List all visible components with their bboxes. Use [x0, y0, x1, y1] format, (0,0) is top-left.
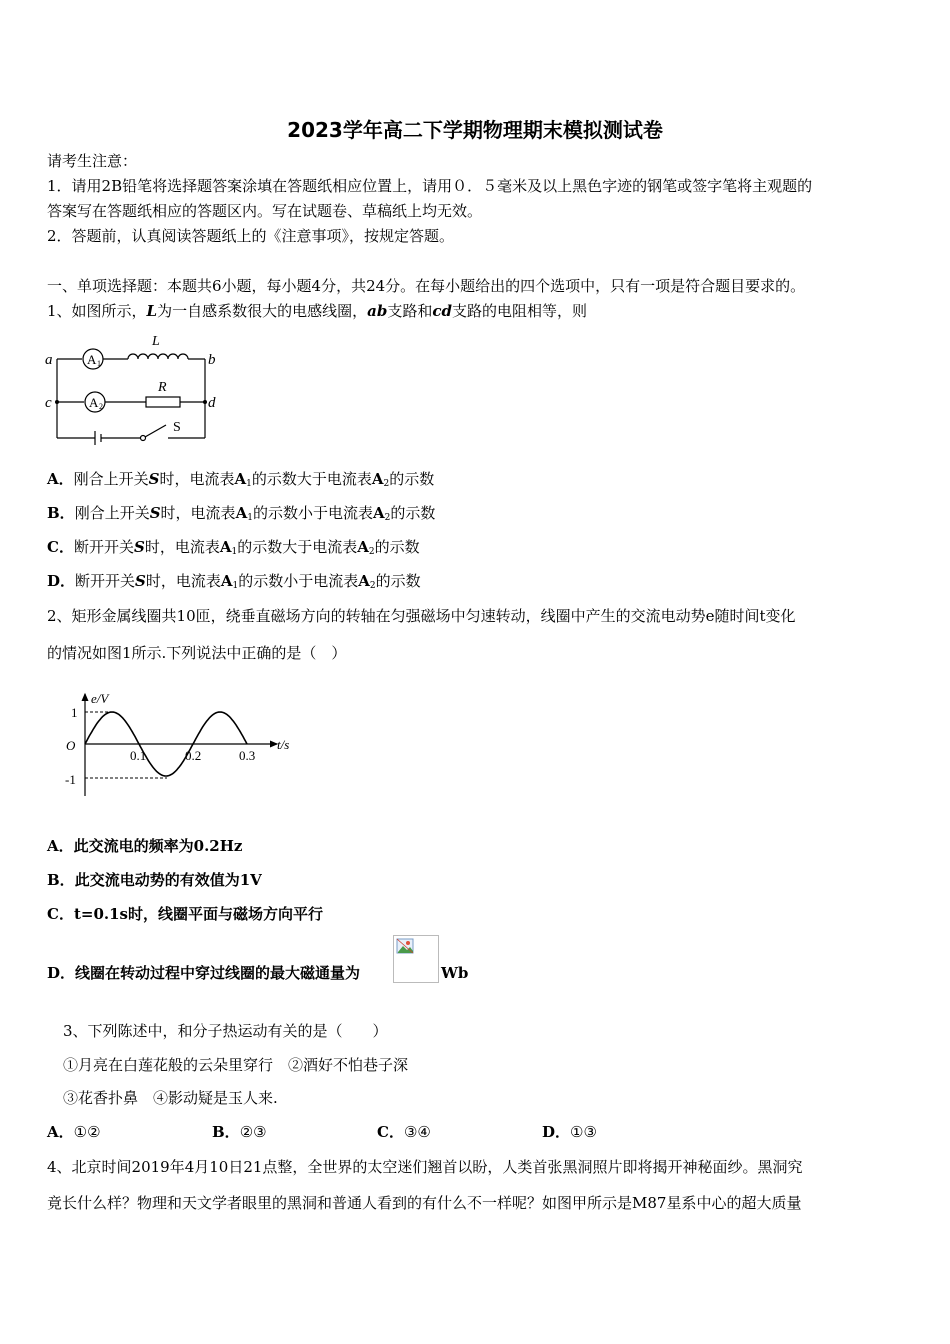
section-heading: 一、单项选择题：本题共6小题，每小题4分，共24分。在每小题给出的四个选项中，只有一项是符合题目要求的。 [47, 277, 806, 295]
option-text: 的示数 [375, 572, 421, 590]
option-meter-sub: 1 [231, 547, 238, 557]
notice-item-1a: 1．请用2B铅笔将选择题答案涂填在答题纸相应位置上，请用０．５毫米及以上黑色字迹的钢笔或签字笔将主观题的 [47, 177, 813, 195]
emf-time-graph [55, 688, 305, 800]
option-text: ①③ [570, 1123, 597, 1141]
option-text: 线圈在转动过程中穿过线圈的最大磁通量为 [75, 964, 361, 982]
option-text: 刚合上开关 [74, 504, 150, 522]
q1-option-c [47, 537, 420, 562]
x-axis-label: t/s [277, 737, 290, 752]
notice-item-1b: 答案写在答题纸相应的答题区内。写在试题卷、草稿纸上均无效。 [47, 202, 483, 220]
option-label: D． [47, 964, 76, 982]
q2-option-d-unit: Wb [441, 964, 469, 982]
q2-option-a [47, 836, 242, 856]
option-meter: A [357, 538, 369, 556]
q1-option-a [47, 469, 434, 494]
option-switch: S [148, 470, 160, 488]
q3-option-d [542, 1122, 597, 1142]
x-tick-label: 0.1 [130, 748, 147, 763]
option-label: B． [47, 504, 75, 522]
ammeter-a2-sub: 2 [99, 402, 103, 411]
option-meter-sub: 2 [383, 479, 390, 489]
option-text: 的示数 [389, 470, 435, 488]
option-text: 断开开关 [75, 572, 136, 590]
option-text: 的示数小于电流表 [252, 504, 373, 522]
option-label: A． [47, 1123, 74, 1141]
q3-option-b [212, 1122, 267, 1142]
q1-stem-text: 支路和 [387, 302, 433, 320]
option-label: C． [377, 1123, 404, 1141]
q2-option-b [47, 870, 262, 890]
node-b-label: b [208, 352, 216, 368]
option-meter: A [220, 572, 233, 590]
option-text: ③④ [403, 1123, 431, 1141]
option-text: 的示数大于电流表 [237, 538, 358, 556]
circuit-diagram [40, 328, 230, 448]
q1-stem-text: 支路的电阻相等，则 [451, 302, 587, 320]
origin-label: O [66, 738, 76, 753]
node-c-label: c [45, 395, 52, 411]
option-switch: S [149, 504, 161, 522]
q2-stem-line-1: 2、矩形金属线圈共10匝，绕垂直磁场方向的转轴在匀强磁场中匀速转动，线圈中产生的交流电动势e随时间t变化 [47, 607, 796, 625]
q2-option-d [47, 963, 360, 983]
q1-stem-ab: ab [367, 302, 388, 320]
q1-option-b [47, 503, 435, 528]
option-label: C． [47, 905, 74, 923]
option-text: ②③ [239, 1123, 267, 1141]
option-meter-sub: 2 [368, 547, 375, 557]
option-label: C． [47, 538, 74, 556]
option-text: 的示数小于电流表 [238, 572, 359, 590]
x-tick-label: 0.2 [185, 748, 202, 763]
option-switch: S [135, 572, 146, 590]
q3-option-a [47, 1122, 101, 1142]
q1-stem [47, 301, 587, 321]
q3-statements-1: ①月亮在白莲花般的云朵里穿行 ②酒好不怕巷子深 [63, 1056, 409, 1074]
option-meter: A [372, 504, 385, 522]
option-label: B． [212, 1123, 240, 1141]
notice-item-2: 2．答题前，认真阅读答题纸上的《注意事项》，按规定答题。 [47, 227, 455, 245]
q3-stem: 3、下列陈述中，和分子热运动有关的是（ ） [63, 1022, 388, 1040]
resistor-label: R [158, 380, 167, 395]
option-meter-sub: 2 [369, 581, 376, 591]
option-text: 时，电流表 [160, 504, 236, 522]
broken-image-icon [396, 938, 416, 956]
option-text: ①② [73, 1123, 101, 1141]
broken-image-placeholder [393, 935, 439, 983]
option-text: 此交流电的频率为0.2Hz [73, 837, 243, 855]
option-label: A． [47, 837, 74, 855]
q1-stem-text: 为一自感系数很大的电感线圈， [157, 302, 368, 320]
option-label: B． [47, 871, 75, 889]
option-meter-sub: 1 [232, 581, 239, 591]
option-text: t=0.1s时，线圈平面与磁场方向平行 [73, 905, 323, 923]
switch-label: S [173, 420, 181, 435]
option-text: 时，电流表 [144, 538, 220, 556]
q1-option-d [47, 571, 421, 596]
q2-option-c [47, 904, 323, 924]
option-text: 的示数大于电流表 [251, 470, 372, 488]
option-text: 时，电流表 [159, 470, 235, 488]
option-meter: A [219, 538, 232, 556]
option-meter: A [358, 572, 370, 590]
option-label: A． [47, 470, 74, 488]
option-meter: A [235, 504, 248, 522]
y-axis-label: e/V [91, 691, 109, 706]
y-tick-label: -1 [65, 772, 76, 787]
q1-stem-text: 1、如图所示， [47, 302, 147, 320]
option-text: 时，电流表 [145, 572, 221, 590]
option-label: D． [542, 1123, 571, 1141]
option-label: D． [47, 572, 76, 590]
q3-option-c [377, 1122, 431, 1142]
option-text: 此交流电动势的有效值为1V [74, 871, 262, 889]
option-meter: A [371, 470, 384, 488]
notice-heading: 请考生注意： [47, 152, 138, 170]
page-title: 2023学年高二下学期物理期末模拟测试卷 [287, 118, 663, 142]
ammeter-a1-sub: 1 [97, 359, 101, 368]
q1-stem-cd: cd [432, 302, 452, 320]
option-meter-sub: 1 [247, 513, 253, 523]
inductor-label: L [152, 334, 160, 349]
ammeter-a1-label: A [87, 352, 97, 367]
option-switch: S [133, 538, 145, 556]
option-text: 的示数 [374, 538, 420, 556]
q1-stem-L: L [146, 302, 158, 320]
ammeter-a2-label: A [89, 395, 99, 410]
option-meter-sub: 2 [384, 513, 391, 523]
option-meter: A [234, 470, 247, 488]
y-tick-label: 1 [71, 705, 78, 720]
q4-stem-line-2: 竟长什么样？物理和天文学者眼里的黑洞和普通人看到的有什么不一样呢？如图甲所示是M87星系中心的超大质量 [47, 1194, 802, 1212]
q2-stem-line-2: 的情况如图1所示.下列说法中正确的是（ ） [47, 644, 347, 662]
option-text: 刚合上开关 [73, 470, 149, 488]
q4-stem-line-1: 4、北京时间2019年4月10日21点整，全世界的太空迷们翘首以盼，人类首张黑洞照片即将揭开神秘面纱。黑洞究 [47, 1158, 803, 1176]
x-tick-label: 0.3 [239, 748, 256, 763]
node-a-label: a [45, 352, 53, 368]
option-meter-sub: 1 [246, 479, 252, 489]
node-d-label: d [208, 395, 216, 411]
option-text: 断开开关 [73, 538, 134, 556]
option-text: 的示数 [390, 504, 436, 522]
q3-statements-2: ③花香扑鼻 ④影动疑是玉人来. [63, 1089, 278, 1107]
